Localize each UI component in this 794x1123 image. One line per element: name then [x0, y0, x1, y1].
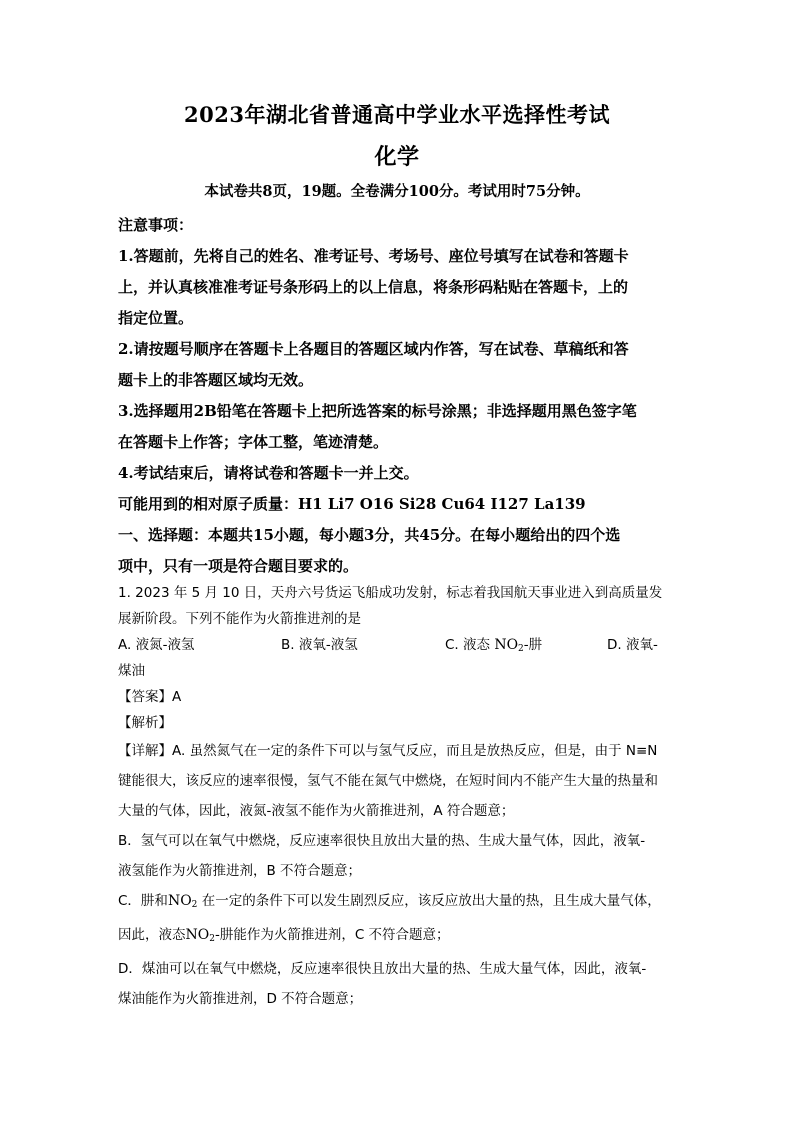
detail-text: C．肼和 — [118, 893, 168, 909]
option-d-continuation: 煤油 — [118, 663, 145, 679]
detail-text: -肼能作为火箭推进剂，C 不符合题意； — [214, 927, 450, 943]
option-row — [118, 632, 688, 658]
detail-line: 液氢能作为火箭推进剂，B 不符合题意； — [118, 863, 362, 879]
note-line: 4.考试结束后，请将试卷和答题卡一并上交。 — [118, 464, 419, 482]
answer-line: 【答案】A — [118, 689, 182, 705]
question-stem: 1. 2023 年 5 月 10 日，天舟六号货运飞船成功发射，标志着我国航天事业进入到高质量发 — [118, 585, 663, 601]
formula-no2: $NO_2$ — [167, 893, 198, 910]
note-line: 2.请按题号顺序在答题卡上各题目的答题区域内作答，写在试卷、草稿纸和答 — [118, 340, 629, 358]
atomic-mass-line: 可能用到的相对原子质量：H1 Li7 O16 Si28 Cu64 I127 La139 — [118, 495, 586, 513]
detail-line: 大量的气体，因此，液氮-液氢不能作为火箭推进剂，A 符合题意； — [118, 803, 515, 819]
detail-line — [118, 736, 688, 766]
notes-section — [118, 210, 688, 582]
detail-line: B．氢气可以在氧气中燃烧，反应速率很快且放出大量的热、生成大量气体，因此，液氧- — [118, 833, 646, 849]
note-line: 题卡上的非答题区域均无效。 — [118, 371, 314, 389]
detail-text: 在一定的条件下可以发生剧烈反应，该反应放出大量的热，且生成大量气体， — [201, 893, 661, 909]
subject-title: 化学 — [374, 144, 420, 170]
option-c-suffix: -肼 — [523, 637, 543, 653]
question-stem: 展新阶段。下列不能作为火箭推进剂的是 — [118, 611, 361, 627]
exam-info: 本试卷共8页，19题。全卷满分100分。考试用时75分钟。 — [204, 183, 590, 200]
note-line: 上，并认真核准准考证号条形码上的以上信息，将条形码粘贴在答题卡，上的 — [118, 278, 629, 296]
detail-tag: 【详解】 — [118, 743, 172, 759]
question-1 — [118, 580, 688, 1014]
section-heading-line: 项中，只有一项是符合题目要求的。 — [118, 557, 359, 575]
section-heading-line: 一、选择题：本题共15小题，每小题3分，共45分。在每小题给出的四个选 — [118, 526, 621, 544]
detail-text: 因此，液态 — [118, 927, 186, 943]
detail-line: 键能很大，该反应的速率很慢，氢气不能在氮气中燃烧，在短时间内不能产生大量的热量和 — [118, 773, 658, 789]
option-b: B. 液氧-液氢 — [281, 637, 358, 653]
detail-text: A. 虽然氮气在一定的条件下可以与氢气反应，而且是放热反应，但是，由于 N≡N — [172, 743, 658, 759]
page-title: 2023年湖北省普通高中学业水平选择性考试 — [184, 102, 610, 127]
note-line: 1.答题前，先将自己的姓名、准考证号、考场号、座位号填写在试卷和答题卡 — [118, 247, 629, 265]
formula-no2: $NO_2$ — [185, 927, 215, 944]
notes-heading: 注意事项： — [118, 216, 194, 234]
detail-line: D．煤油可以在氧气中燃烧，反应速率很快且放出大量的热、生成大量气体，因此，液氧- — [118, 961, 647, 977]
option-d: D. 液氧- — [607, 637, 658, 653]
note-line: 在答题卡上作答；字体工整，笔迹清楚。 — [118, 433, 389, 451]
formula-no2 — [494, 637, 523, 653]
option-c — [445, 632, 542, 662]
detail-line — [118, 920, 688, 954]
note-line: 3.选择题用2B铅笔在答题卡上把所选答案的标号涂黑；非选择题用黑色签字笔 — [118, 402, 637, 420]
analysis-heading: 【解析】 — [118, 715, 172, 731]
option-c-prefix: C. 液态 — [445, 637, 491, 653]
detail-line — [118, 886, 688, 920]
option-a: A. 液氮-液氢 — [118, 637, 195, 653]
formula-subscript: 2 — [518, 644, 524, 654]
detail-line: 煤油能作为火箭推进剂，D 不符合题意； — [118, 991, 363, 1007]
formula-text: NO — [494, 637, 519, 653]
explanation — [118, 736, 688, 1014]
note-line: 指定位置。 — [118, 309, 194, 327]
